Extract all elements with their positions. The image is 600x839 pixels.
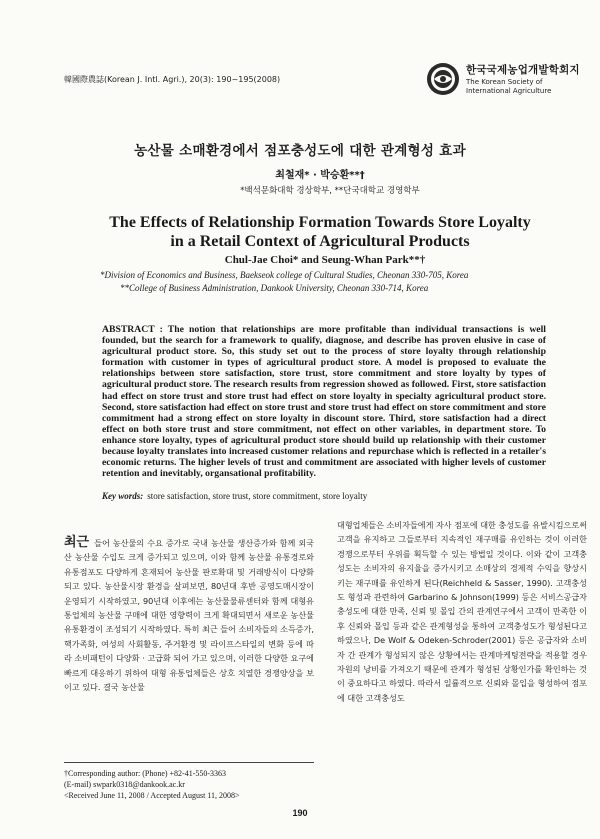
keywords xyxy=(102,491,546,501)
journal-reference: 韓國際農誌(Korean J. Intl. Agri.), 20(3): 190~195(2008) xyxy=(64,75,281,84)
korean-authors: 최철재* · 박승환**† xyxy=(275,170,365,181)
abstract: ABSTRACT : The notion that relationships are more profitable than individual transactions is well founded, but the search for a framework to qualify, diagnose, and describe has proven elusive in case of agricultural product store. So, this study set out to the process of store loyalty through relationship formation with customer in types of agricultural product store. A model is proposed to evaluate the relationships between store satisfaction, store trust, store commitment and store loyalty by types of agricultural product store. The research results from regression showed as followed. First, store satisfaction had effect on store trust and store trust had effect on store loyalty in specialty agricultural product store. Second, store satisfaction had effect on store trust and store trust had effect on store commitment and store commitment had a strong effect on store loyalty in discount store. Third, store satisfaction had a direct effect on both store trust and store commitment, not effect on other variables, in department store. To enhance store loyalty, types of agricultural product store should build up relationship with their customer because loyalty translates into increased customer relations and repurchase which is reflected in a retailer's economic returns. The higher levels of trust and commitment are associated with higher levels of customer retention and inevitably, organsational profitability. xyxy=(102,324,546,480)
korean-affiliations: *백석문화대학 경상학부, **단국대학교 경영학부 xyxy=(240,186,420,196)
body-dropcap: 최근 xyxy=(64,535,90,550)
body-left-text: 들어 농산물의 수요 증가로 국내 농산물 생산증가와 함께 외국산 농산물 수입도 크게 증가되고 있으며, 이와 함께 농산물 유통경로와 유통점포도 다양하게 혼재되어 농산물 판로확대 및 거래방식이 다양화 되고 있다. 농산물시장 환경을 살펴보면, 80년대 후반 공영도매시장이 운영되기 시작하였고, 90년대 이후에는 농산물물류센터와 함께 대형유통업체의 농산물 구매에 대한 영향력이 크게 확대되면서 새로운 농산물 유통환경이 조성되기 시작하였다. 특히 최근 들어 소비자들의 소득증가, 핵가족화, 여성의 사회활동, 주거환경 및 라이프스타일의 변화 등에 따라 소비패턴이 다양화 · 고급화 되어 가고 있으며, 이러한 다양한 요구에 빠르게 대응하기 위하여 대형 유통업체들은 상호 치열한 경쟁양상을 보이고 있다. 결국 농산물 xyxy=(64,538,314,693)
keywords-text: store satisfaction, store trust, store commitment, store loyalty xyxy=(147,491,368,501)
footnote-corresponding: †Corresponding author: (Phone) +82-41-550-3363 xyxy=(64,769,227,778)
society-english-name: The Korean Society of International Agriculture xyxy=(466,78,552,95)
body-column-right: 대형업체들은 소비자들에게 자사 점포에 대한 충성도를 유발시킴으로써 고객을 유지하고 그들로부터 지속적인 재구매를 유인하는 것이 이러한 경쟁으로부터 우위를 획득할 수 있는 방법일 것이다. 이와 같이 고객충성도는 소비자의 유지율을 증가시키고 소매상의 경제적 수익을 향상시키는 재구매를 유인하게 된다(Reichheld & Sasser, 1990). 고객충성도 형성과 관련하여 Garbarino & Johnson(1999) 등은 서비스공급자 충성도에 대한 만족, 신뢰 및 몰입 간의 관계연구에서 고객이 만족한 이후 신뢰와 몰입 등과 같은 관계형성을 통하여 고객충성도가 형성된다고 하였으나, De Wolf & Odeken-Schroder(2001) 등은 공급자와 소비자 간 관계가 형성되지 않은 상황에서는 관계마케팅전략을 적용할 경우 자원의 낭비를 가져오기 때문에 관계가 형성된 상황인가를 확인하는 것이 중요하다고 하였다. 따라서 일률적으로 신뢰와 몰입을 형성하여 점포에 대한 고객충성도 xyxy=(337,520,587,703)
english-title-line1: The Effects of Relationship Formation Towards Store Loyalty xyxy=(109,214,531,231)
footnote-email: (E-mail) swpark0318@dankook.ac.kr xyxy=(64,780,185,789)
footnote-divider xyxy=(64,762,314,763)
footnote-received: <Received June 11, 2008 / Accepted August 11, 2008> xyxy=(64,791,240,800)
korean-title: 농산물 소매환경에서 점포충성도에 대한 관계형성 효과 xyxy=(134,143,466,159)
english-title xyxy=(0,213,600,251)
society-korean-name: 한국국제농업개발학회지 xyxy=(466,64,580,76)
page-number: 190 xyxy=(292,808,308,818)
society-header xyxy=(426,60,586,110)
body-column-left xyxy=(64,536,314,694)
english-title-line2: in a Retail Context of Agricultural Products xyxy=(170,233,470,250)
society-logo-icon xyxy=(426,62,460,96)
english-affiliation-2: **College of Business Administration, Dankook University, Cheonan 330-714, Korea xyxy=(120,283,429,293)
footnote xyxy=(64,768,314,801)
keywords-label: Key words: xyxy=(102,491,144,501)
english-authors: Chul-Jae Choi* and Seung-Whan Park**† xyxy=(224,254,426,266)
english-affiliation-1: *Division of Economics and Business, Baekseok college of Cultural Studies, Cheonan 330-705, Korea xyxy=(100,270,469,280)
